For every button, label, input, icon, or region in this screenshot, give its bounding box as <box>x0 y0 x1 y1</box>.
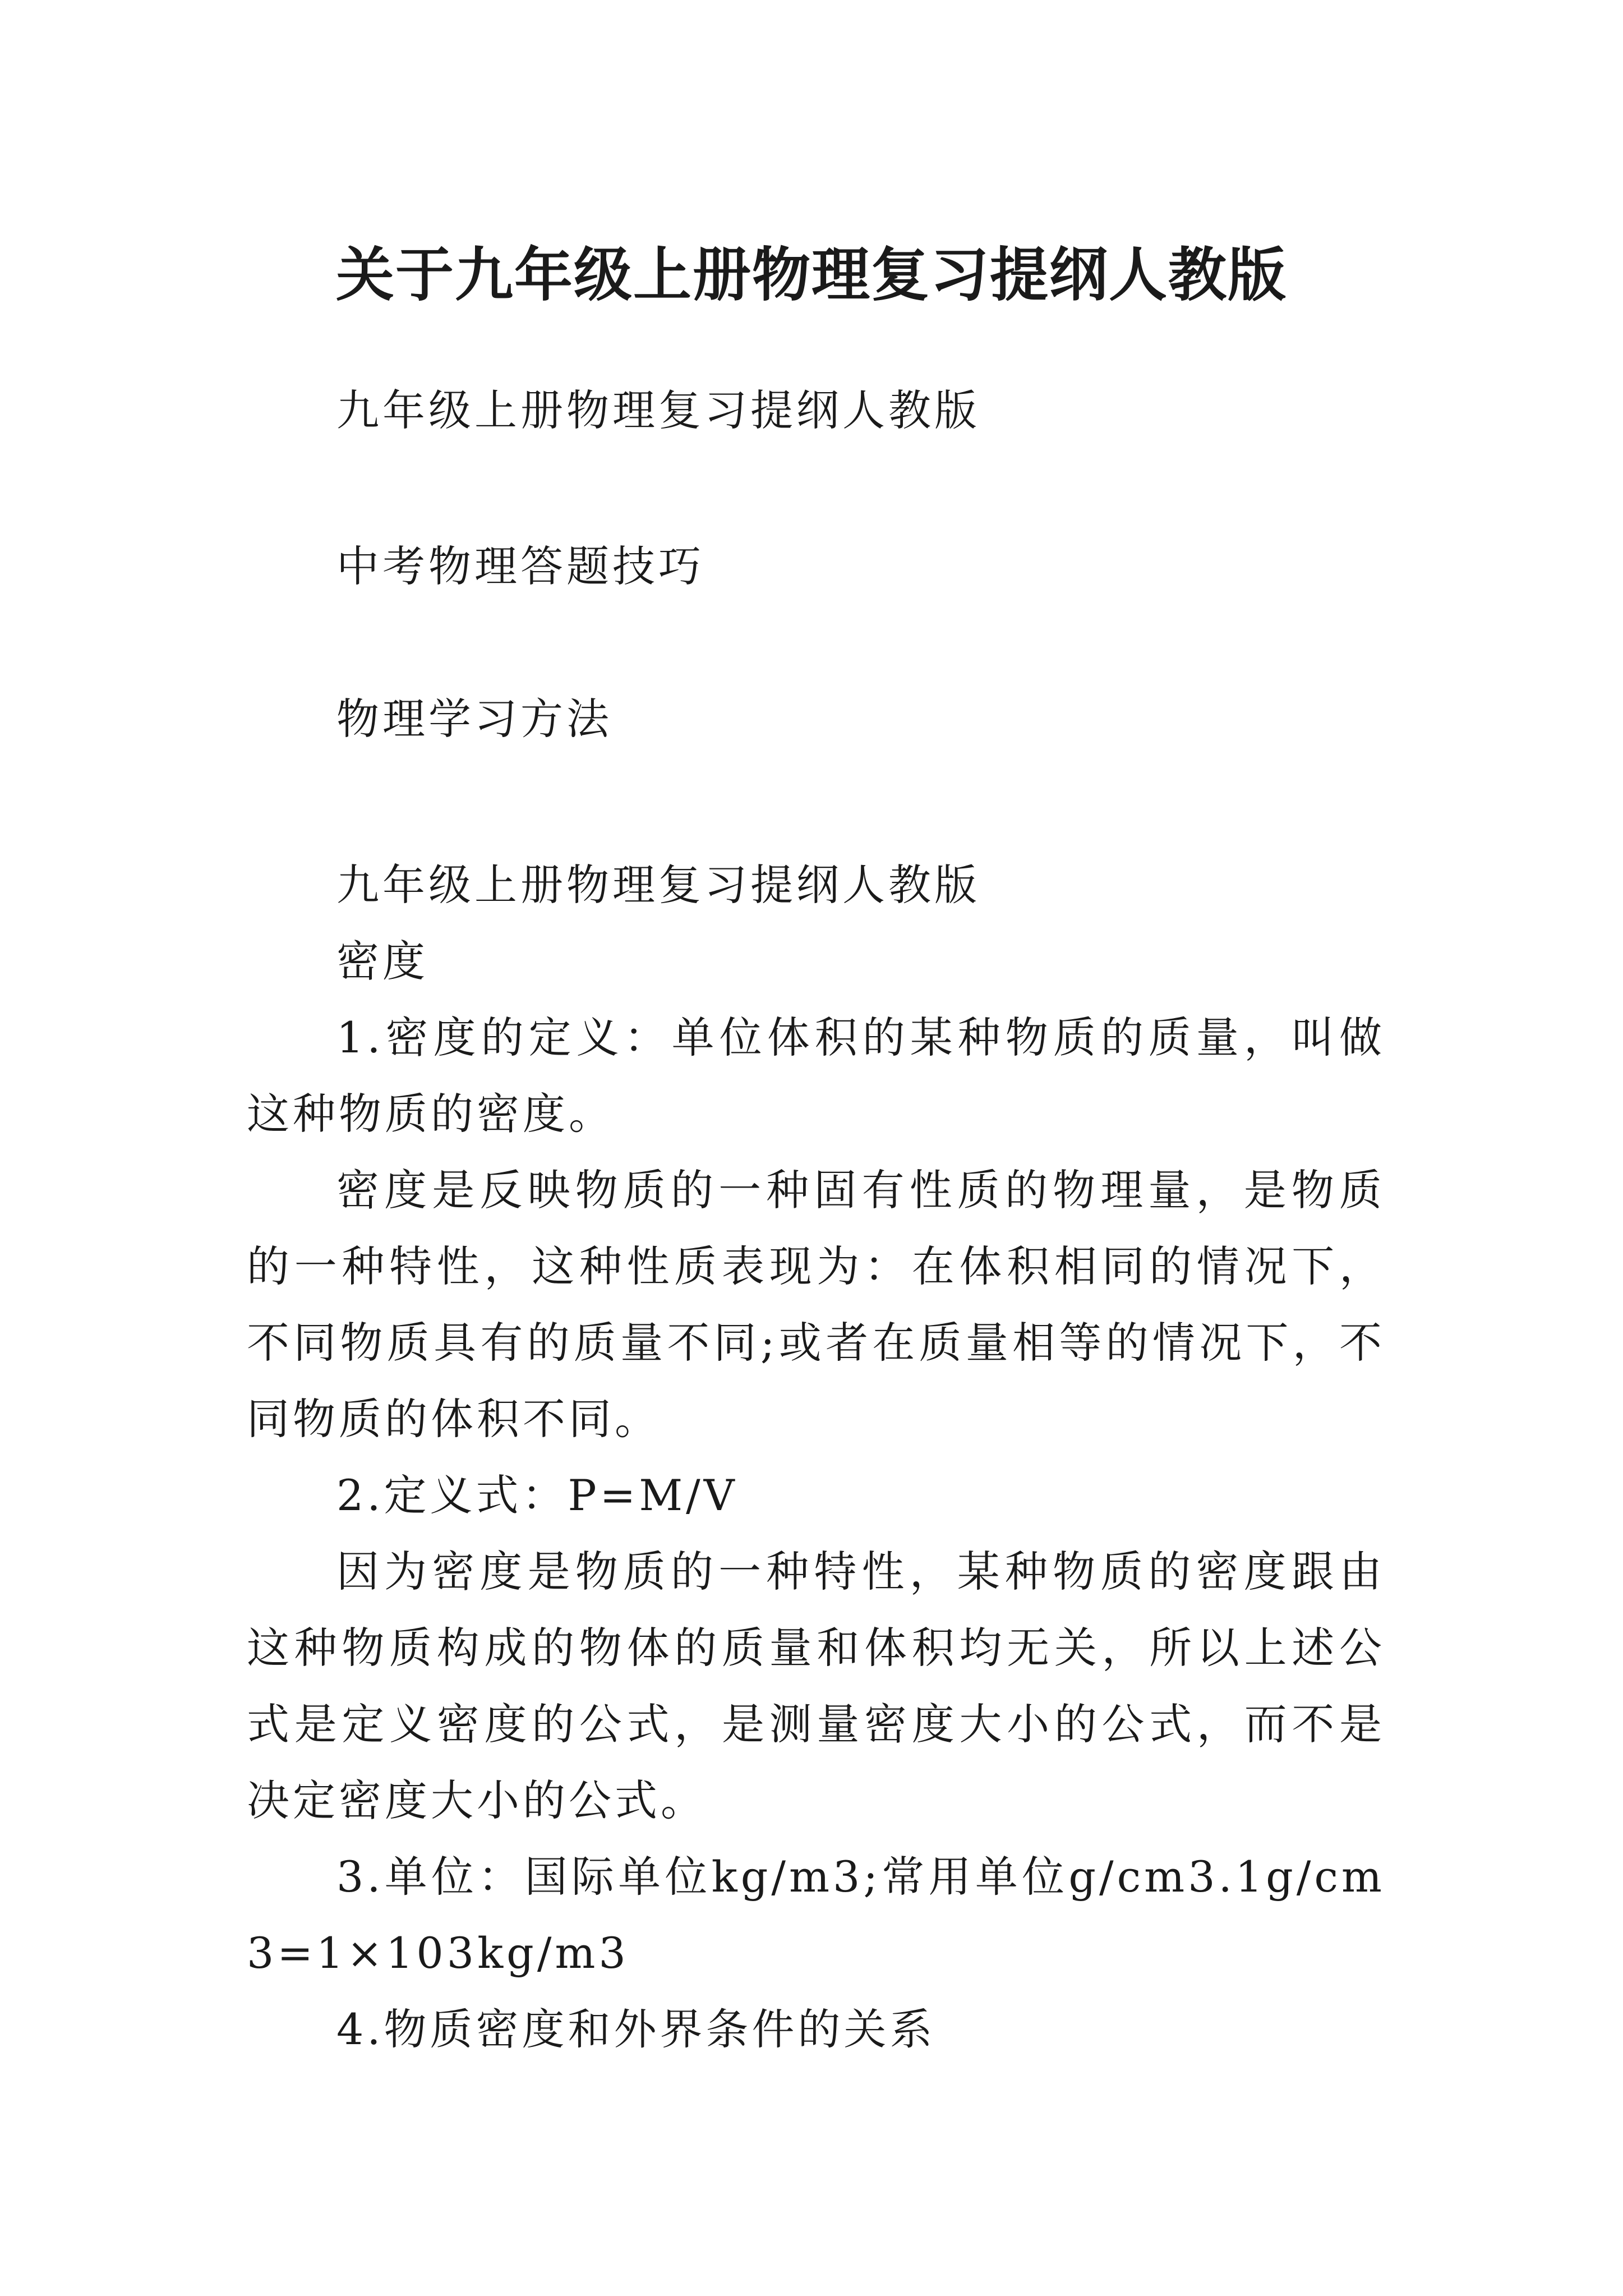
subsection-heading-density: 密度 <box>336 936 428 986</box>
section-heading: 九年级上册物理复习提纲人教版 <box>336 860 980 910</box>
paragraph-formula-explanation: 因为密度是物质的一种特性，某种物质的密度跟由这种物质构成的物体的质量和体积均无关，所以上述公式是定义密度的公式，是测量密度大小的公式，而不是决定密度大小的公式。 <box>247 1547 1385 1825</box>
document-body <box>247 847 1385 2068</box>
paragraph-formula: 2.定义式：P=M/V <box>336 1470 738 1520</box>
document-title: 关于九年级上册物理复习提纲人教版 <box>335 240 1287 309</box>
paragraph-units: 3.单位：国际单位kg/m3;常用单位g/cm3.1g/cm3=1×103kg/m3 <box>247 1852 1385 1978</box>
toc-link-exam-tips[interactable]: 中考物理答题技巧 <box>336 541 704 591</box>
paragraph-density-property: 密度是反映物质的一种固有性质的物理量，是物质的一种特性，这种性质表现为：在体积相同的情况下，不同物质具有的质量不同;或者在质量相等的情况下，不同物质的体积不同。 <box>247 1165 1385 1444</box>
toc-link-review-outline[interactable]: 九年级上册物理复习提纲人教版 <box>336 385 980 435</box>
paragraph-external-conditions: 4.物质密度和外界条件的关系 <box>336 2004 936 2054</box>
paragraph-density-definition: 1.密度的定义：单位体积的某种物质的质量，叫做这种物质的密度。 <box>247 1013 1385 1139</box>
toc-link-study-methods[interactable]: 物理学习方法 <box>336 694 612 744</box>
